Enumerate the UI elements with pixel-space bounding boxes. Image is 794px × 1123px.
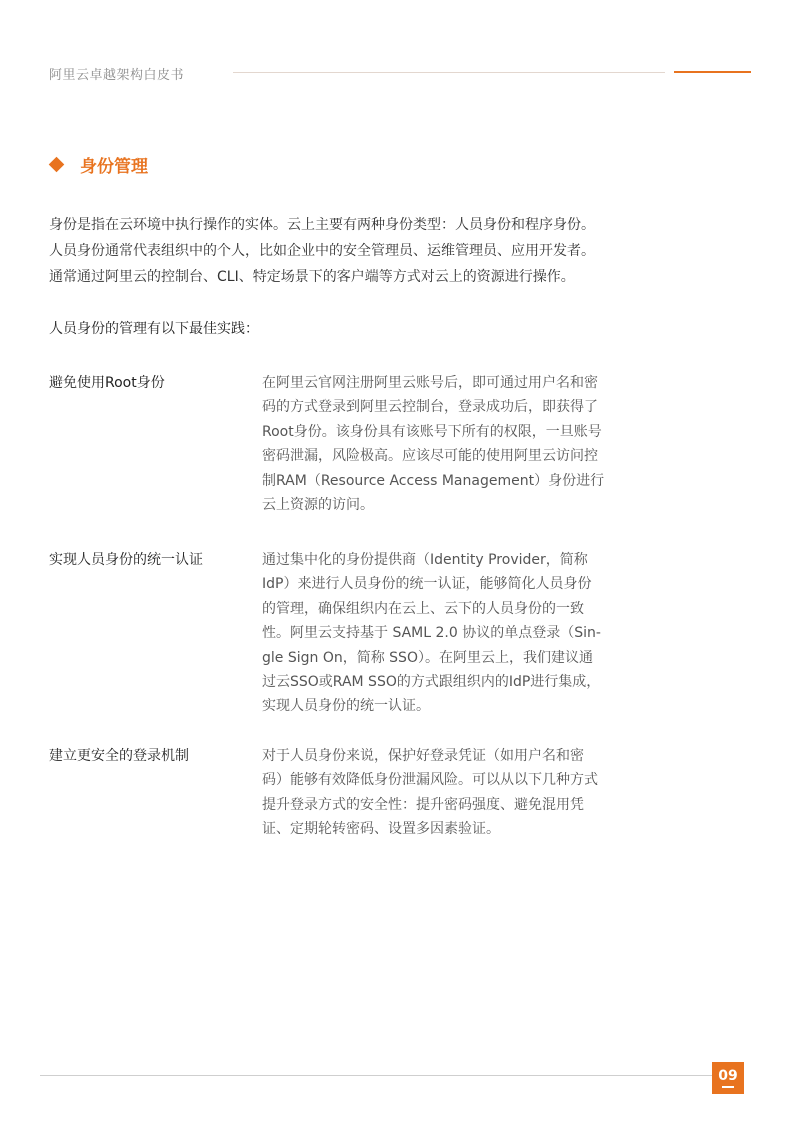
description-line: 制RAM（Resource Access Management）身份进行 xyxy=(262,472,605,489)
diamond-bullet-icon xyxy=(49,156,65,172)
description-line: 云上资源的访问。 xyxy=(262,497,374,514)
description-line: 的管理，确保组织内在云上、云下的人员身份的一致 xyxy=(262,600,584,617)
description-line: 密码泄漏，风险极高。应该尽可能的使用阿里云访问控 xyxy=(262,448,598,465)
description-line: 在阿里云官网注册阿里云账号后，即可通过用户名和密 xyxy=(262,375,598,391)
header-accent-line xyxy=(674,71,751,73)
description-line: 过云SSO或RAM SSO的方式跟组织内的IdP进行集成， xyxy=(262,674,601,691)
practice-label: 避免使用Root身份 xyxy=(49,375,165,391)
section-title: 身份管理 xyxy=(80,156,148,177)
description-line: 码）能够有效降低身份泄漏风险。可以从以下几种方式 xyxy=(262,772,598,789)
description-line: 提升登录方式的安全性：提升密码强度、避免混用凭 xyxy=(262,796,584,813)
page-number: 09 xyxy=(718,1068,738,1084)
description-line: 对于人员身份来说，保护好登录凭证（如用户名和密 xyxy=(262,748,584,764)
practice-description xyxy=(262,548,672,719)
practice-label: 建立更安全的登录机制 xyxy=(49,748,189,764)
intro-line: 人员身份通常代表组织中的个人，比如企业中的安全管理员、运维管理员、应用开发者。 xyxy=(49,243,595,259)
description-line: Root身份。该身份具有该账号下所有的权限，一旦账号 xyxy=(262,423,602,440)
page-number-badge xyxy=(712,1062,744,1094)
practices-subheading: 人员身份的管理有以下最佳实践： xyxy=(49,321,259,337)
section-heading xyxy=(49,152,148,176)
practice-label: 实现人员身份的统一认证 xyxy=(49,552,203,568)
practice-description xyxy=(262,744,672,842)
intro-paragraph xyxy=(49,212,749,290)
practice-description xyxy=(262,371,672,517)
description-line: 性。阿里云支持基于 SAML 2.0 协议的单点登录（Sin- xyxy=(262,625,601,642)
page-number-underline xyxy=(722,1086,734,1088)
description-line: 实现人员身份的统一认证。 xyxy=(262,698,430,715)
description-line: 通过集中化的身份提供商（Identity Provider，简称 xyxy=(262,552,588,568)
description-line: gle Sign On，简称 SSO）。在阿里云上，我们建议通 xyxy=(262,649,593,666)
description-line: 证、定期轮转密码、设置多因素验证。 xyxy=(262,821,500,838)
intro-line: 身份是指在云环境中执行操作的实体。云上主要有两种身份类型：人员身份和程序身份。 xyxy=(49,217,595,233)
header-divider xyxy=(233,72,665,73)
description-line: IdP）来进行人员身份的统一认证，能够简化人员身份 xyxy=(262,576,592,593)
header-title: 阿里云卓越架构白皮书 xyxy=(49,68,185,83)
intro-line: 通常通过阿里云的控制台、CLI、特定场景下的客户端等方式对云上的资源进行操作。 xyxy=(49,269,575,285)
footer-divider xyxy=(40,1075,712,1076)
description-line: 码的方式登录到阿里云控制台，登录成功后，即获得了 xyxy=(262,399,598,416)
